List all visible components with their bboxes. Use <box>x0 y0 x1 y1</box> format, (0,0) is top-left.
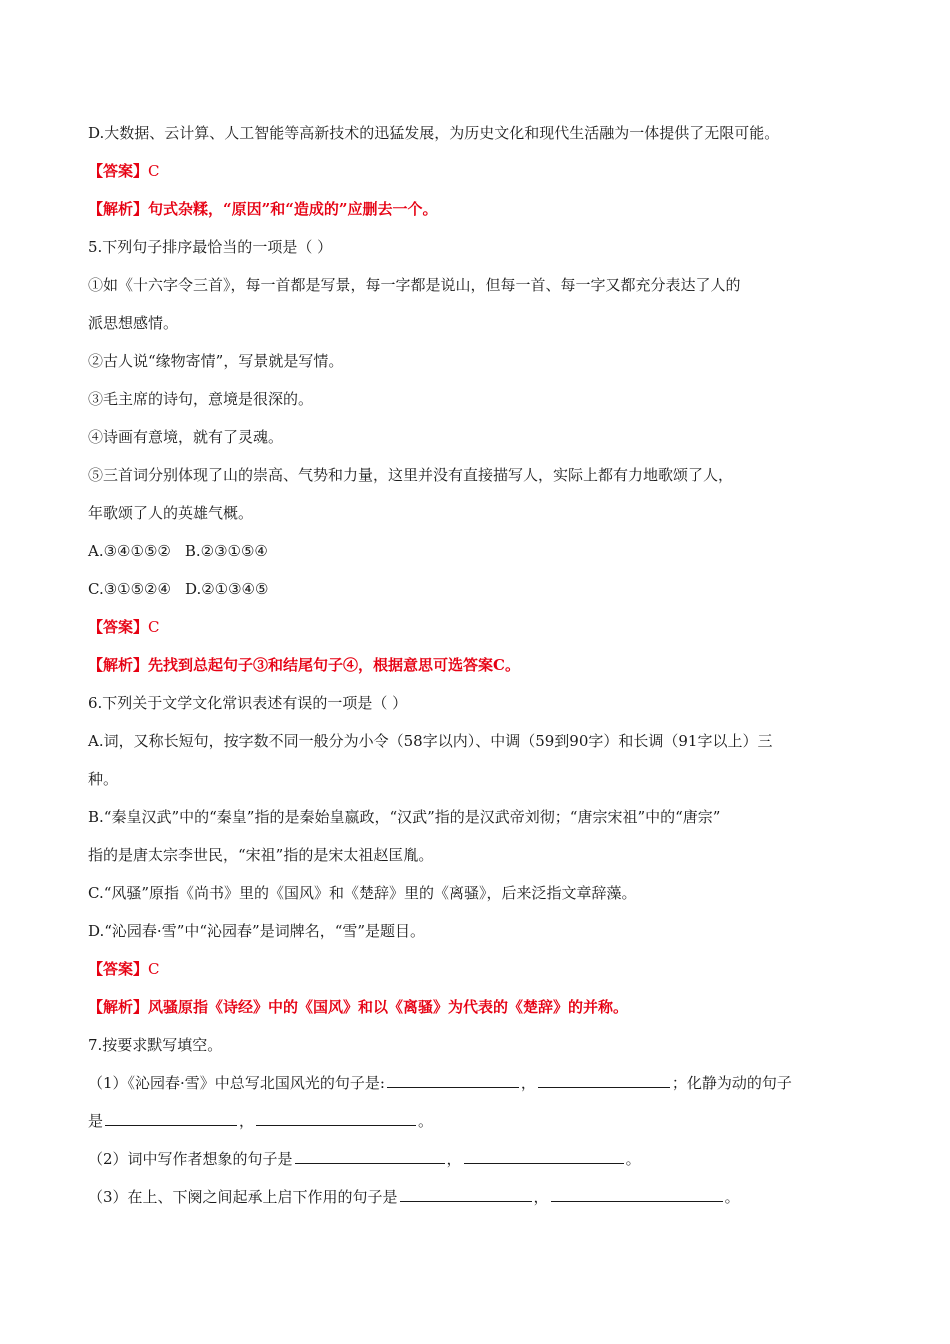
q5-sentence-1b: 派思想感情。 <box>88 314 179 332</box>
q7-part-3 <box>88 1186 890 1208</box>
q5-explanation <box>88 654 890 676</box>
q7-part-2-sep: ， <box>446 1150 462 1168</box>
answer-value: C <box>148 162 160 180</box>
answer-value: C <box>148 960 160 978</box>
answer-label: 【答案】 <box>88 162 149 180</box>
fill-blank[interactable] <box>295 1148 445 1164</box>
q5-sentence-3: ③毛主席的诗句，意境是很深的。 <box>88 390 314 408</box>
fill-blank[interactable] <box>105 1110 237 1126</box>
q5-options-ab <box>88 540 890 562</box>
q6-option-a2: 种。 <box>88 770 119 788</box>
q6-option-c: C.“风骚”原指《尚书》里的《国风》和《楚辞》里的《离骚》，后来泛指文章辞藻。 <box>88 884 637 902</box>
q7-part-2-end: 。 <box>625 1150 641 1168</box>
fill-blank[interactable] <box>256 1110 416 1126</box>
q4-answer <box>88 160 890 182</box>
q6-option-a1: A.词，又称长短句，按字数不同一般分为小令（58字以内）、中调（59到90字）和长调（91字以上）三 <box>88 732 773 750</box>
q6-option-d: D.“沁园春·雪”中“沁园春”是词牌名，“雪”是题目。 <box>88 922 426 940</box>
q5-option-a: A.③④①⑤② <box>88 542 171 560</box>
explanation-text: 风骚原指《诗经》中的《国风》和以《离骚》为代表的《楚辞》的并称。 <box>148 998 629 1016</box>
q7-part-3-end: 。 <box>724 1188 740 1206</box>
explanation-text: 先找到总起句子③和结尾句子④，根据意思可选答案C。 <box>148 656 520 674</box>
q6-answer <box>88 958 890 980</box>
q7-stem: 7.按要求默写填空。 <box>88 1036 223 1054</box>
q6-option-b2: 指的是唐太宗李世民，“宋祖”指的是宋太祖赵匡胤。 <box>88 846 434 864</box>
fill-blank[interactable] <box>551 1186 723 1202</box>
fill-blank[interactable] <box>400 1186 532 1202</box>
answer-label: 【答案】 <box>88 618 149 636</box>
q5-sentence-2: ②古人说“缘物寄情”，写景就是写情。 <box>88 352 344 370</box>
q4-option-d: D.大数据、云计算、人工智能等高新技术的迅猛发展，为历史文化和现代生活融为一体提供了无限可能。 <box>88 124 780 142</box>
q7-part-1b-sep: ， <box>239 1112 255 1130</box>
q7-part-1-prompt: （1）《沁园春·雪》中总写北国风光的句子是: <box>88 1074 385 1092</box>
q5-sentence-4: ④诗画有意境，就有了灵魂。 <box>88 428 284 446</box>
q7-part-1b-end: 。 <box>418 1112 434 1130</box>
explanation-label: 【解析】 <box>88 998 149 1016</box>
fill-blank[interactable] <box>387 1072 519 1088</box>
q7-part-1b-prompt: 是 <box>88 1112 104 1130</box>
q7-part-1b <box>88 1110 890 1132</box>
q5-option-b: B.②③①⑤④ <box>184 542 268 560</box>
answer-label: 【答案】 <box>88 960 149 978</box>
q7-part-1-sep2: ；化静为动的句子 <box>671 1074 792 1092</box>
q5-option-c: C.③①⑤②④ <box>88 580 171 598</box>
q7-part-3-prompt: （3）在上、下阕之间起承上启下作用的句子是 <box>88 1188 398 1206</box>
q7-part-2-prompt: （2）词中写作者想象的句子是 <box>88 1150 293 1168</box>
q7-part-1a <box>88 1072 890 1094</box>
explanation-label: 【解析】 <box>88 200 149 218</box>
q6-option-b1: B.“秦皇汉武”中的“秦皇”指的是秦始皇嬴政，“汉武”指的是汉武帝刘彻；“唐宗宋祖”中的“唐宗” <box>88 808 721 826</box>
explanation-text: 句式杂糅，“原因”和“造成的”应删去一个。 <box>148 200 438 218</box>
q4-explanation <box>88 198 890 220</box>
q5-sentence-5b: 年歌颂了人的英雄气概。 <box>88 504 254 522</box>
fill-blank[interactable] <box>538 1072 670 1088</box>
q5-answer <box>88 616 890 638</box>
q6-explanation <box>88 996 890 1018</box>
q5-sentence-5a: ⑤三首词分别体现了山的崇高、气势和力量，这里并没有直接描写人，实际上都有力地歌颂了人， <box>88 466 734 484</box>
q5-sentence-1a: ①如《十六字令三首》，每一首都是写景，每一字都是说山，但每一首、每一字又都充分表达了人的 <box>88 276 741 294</box>
q5-option-d: D.②①③④⑤ <box>184 580 269 598</box>
q6-stem: 6.下列关于文学文化常识表述有误的一项是（ ） <box>88 694 408 712</box>
fill-blank[interactable] <box>464 1148 624 1164</box>
q7-part-1-sep1: ， <box>520 1074 536 1092</box>
q7-part-3-sep: ， <box>533 1188 549 1206</box>
q5-options-cd <box>88 578 890 600</box>
q7-part-2 <box>88 1148 890 1170</box>
q5-stem: 5.下列句子排序最恰当的一项是（ ） <box>88 238 333 256</box>
explanation-label: 【解析】 <box>88 656 149 674</box>
answer-value: C <box>148 618 160 636</box>
